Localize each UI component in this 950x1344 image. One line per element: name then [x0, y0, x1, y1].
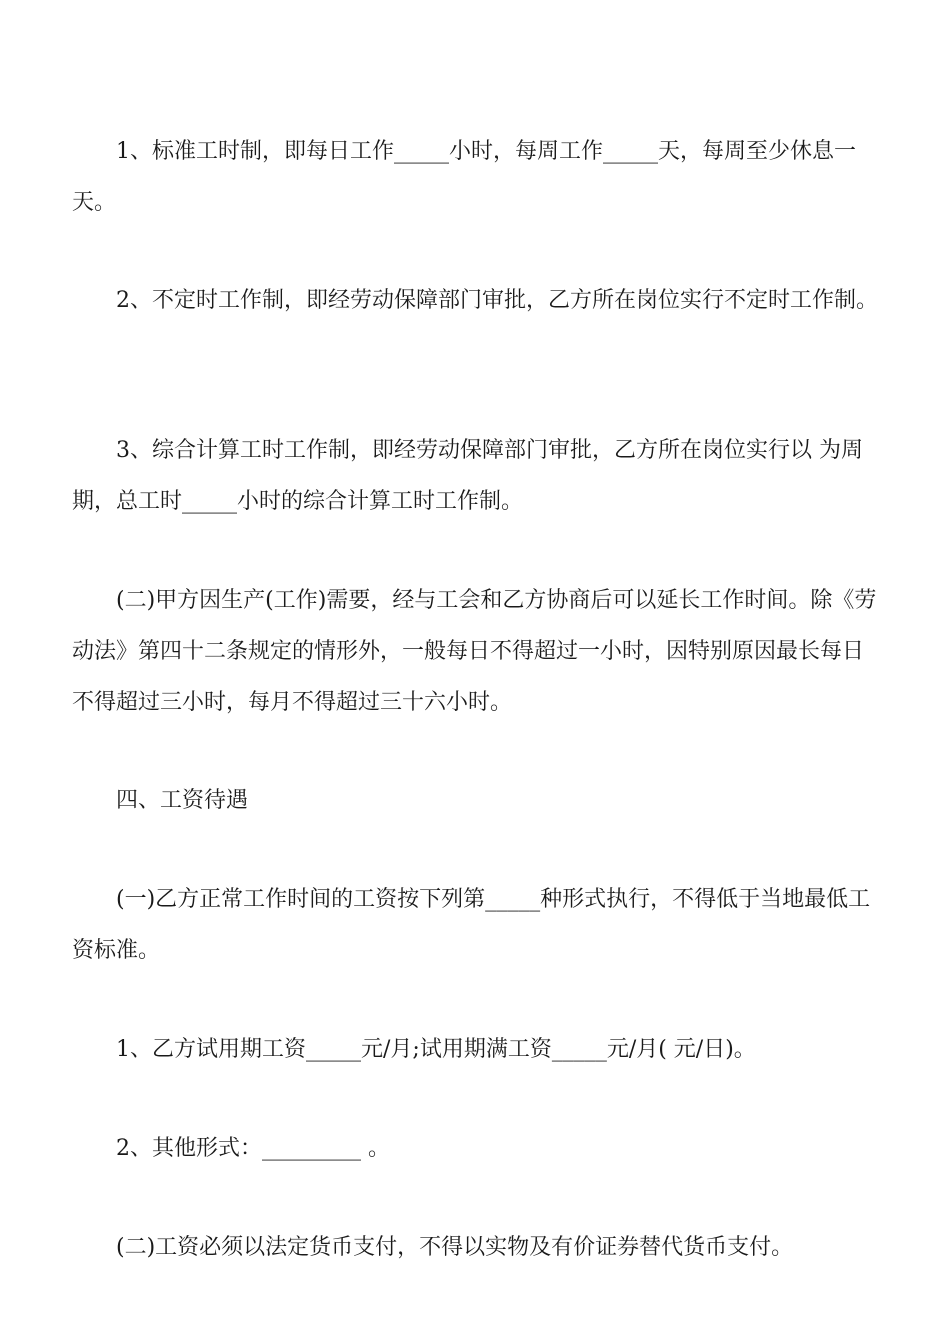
paragraph-standard-hours: 1、标准工时制，即每日工作_____小时，每周工作_____天，每周至少休息一天。	[72, 139, 856, 215]
paragraph-comprehensive-hours: 3、综合计算工时工作制，即经劳动保障部门审批，乙方所在岗位实行以 为周期，总工时_____小时的综合计算工时工作制。	[72, 438, 863, 514]
paragraph-probation-wage: 1、乙方试用期工资_____元/月;试用期满工资_____元/月( 元/日)。	[116, 1037, 756, 1062]
paragraph-wage-form: (一)乙方正常工作时间的工资按下列第_____种形式执行，不得低于当地最低工资标准。	[72, 887, 871, 963]
paragraph-flexible-hours: 2、不定时工作制，即经劳动保障部门审批，乙方所在岗位实行不定时工作制。	[116, 288, 878, 313]
paragraph-overtime: (二)甲方因生产(工作)需要，经与工会和乙方协商后可以延长工作时间。除《劳动法》第四十二条规定的情形外，一般每日不得超过一小时，因特别原因最长每日不得超过三小时，每月不得超过三十六小时。	[72, 588, 877, 715]
paragraph-other-form: 2、其他形式：_________ 。	[116, 1136, 390, 1161]
paragraph-currency-payment: (二)工资必须以法定货币支付，不得以实物及有价证券替代货币支付。	[116, 1235, 794, 1260]
section-heading-wages: 四、工资待遇	[116, 788, 249, 813]
